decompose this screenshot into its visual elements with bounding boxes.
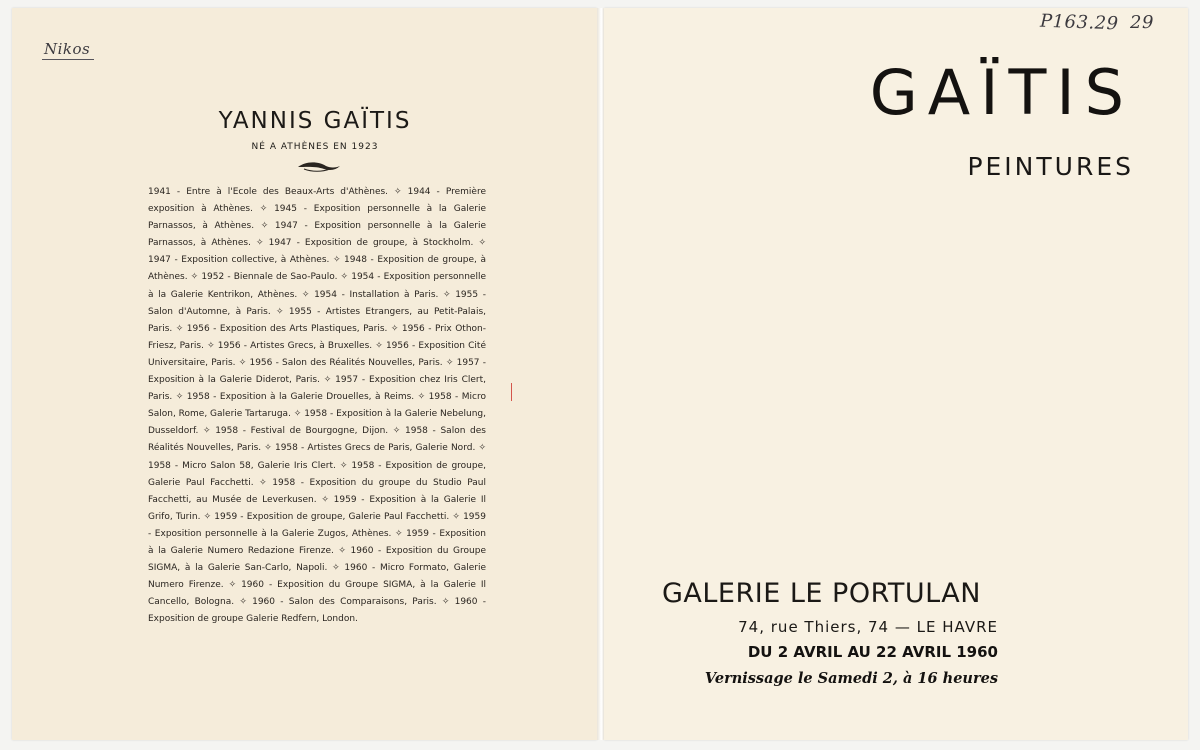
archive-ref-code: P163.29 [1039,10,1119,35]
gallery-name: GALERIE LE PORTULAN [662,578,981,609]
biography-text: 1941 - Entre à l'Ecole des Beaux-Arts d'Athènes. ✧ 1944 - Première exposition à Athènes. ✧ 1945 - Exposition personnelle à la Galerie Parnassos, à Athènes. ✧ 1947 - Exposition personnelle à la Galerie Parnassos, à Athènes. ✧ 1947 - Exposition de groupe, à Stockholm. ✧ 1947 - Exposition collective, à Athènes. ✧ 1948 - Exposition de groupe, à Athènes. ✧ 1952 - Biennale de Sao-Paulo. ✧ 1954 - Exposition personnelle à la Galerie Kentrikon, Athènes. ✧ 1954 - Installation à Paris. ✧ 1955 - Salon d'Automne, à Paris. ✧ 1955 - Artistes Etrangers, au Petit-Palais, Paris. ✧ 1956 - Exposition des Arts Plastiques, Paris. ✧ 1956 - Prix Othon-Friesz, Paris. ✧ 1956 - Artistes Grecs, à Bruxelles. ✧ 1956 - Exposition Cité Universitaire, Paris. ✧ 1956 - Salon des Réalités Nouvelles, Paris. ✧ 1957 - Exposition à la Galerie Diderot, Paris. ✧ 1957 - Exposition chez Iris Clert, Paris. ✧ 1958 - Exposition à la Galerie Drouelles, à Reims. ✧ 1958 - Micro Salon, Rome, Galerie Tartaruga. ✧ 1958 - Exposition à la Galerie Nebelung, Dusseldorf. ✧ 1958 - Festival de Bourgogne, Dijon. ✧ 1958 - Salon des Réalités Nouvelles, Paris. ✧ 1958 - Artistes Grecs de Paris, Galerie Nord. ✧ 1958 - Micro Salon 58, Galerie Iris Clert. ✧ 1958 - Exposition de groupe, Galerie Paul Facchetti. ✧ 1958 - Exposition du groupe du Studio Paul Facchetti, au Musée de Leverkusen. ✧ 1959 - Exposition à la Galerie Il Grifo, Turin. ✧ 1959 - Exposition de groupe, Galerie Paul Facchetti. ✧ 1959 - Exposition personnelle à la Galerie Zugos, Athènes. ✧ 1959 - Exposition à la Galerie Numero Redazione Firenze. ✧ 1960 - Exposition du Groupe SIGMA, à la Galerie San-Carlo, Napoli. ✧ 1960 - Micro Formato, Galerie Numero Firenze. ✧ 1960 - Exposition du Groupe SIGMA, à la Galerie Il Cancello, Bologna. ✧ 1960 - Salon des Comparaisons, Paris. ✧ 1960 - Exposition de groupe Galerie Redfern, London. [148,187,486,625]
exhibition-artist-title: GAÏTIS [869,56,1134,129]
handwritten-note: Nikos [44,40,91,58]
birth-info: NÉ A ATHÈNES EN 1923 [251,142,379,152]
exhibition-subtitle: PEINTURES [967,152,1134,181]
vernissage-info: Vernissage le Samedi 2, à 16 heures [704,670,998,687]
page-fold [597,8,604,740]
gallery-address: 74, rue Thiers, 74 — LE HAVRE [738,618,998,636]
margin-mark [511,383,512,401]
exhibition-dates: DU 2 AVRIL AU 22 AVRIL 1960 [747,643,998,661]
decorative-fleuron-icon [296,160,342,174]
archive-ref-number: 29 [1130,12,1154,33]
artist-full-name: YANNIS GAÏTIS [218,108,412,134]
